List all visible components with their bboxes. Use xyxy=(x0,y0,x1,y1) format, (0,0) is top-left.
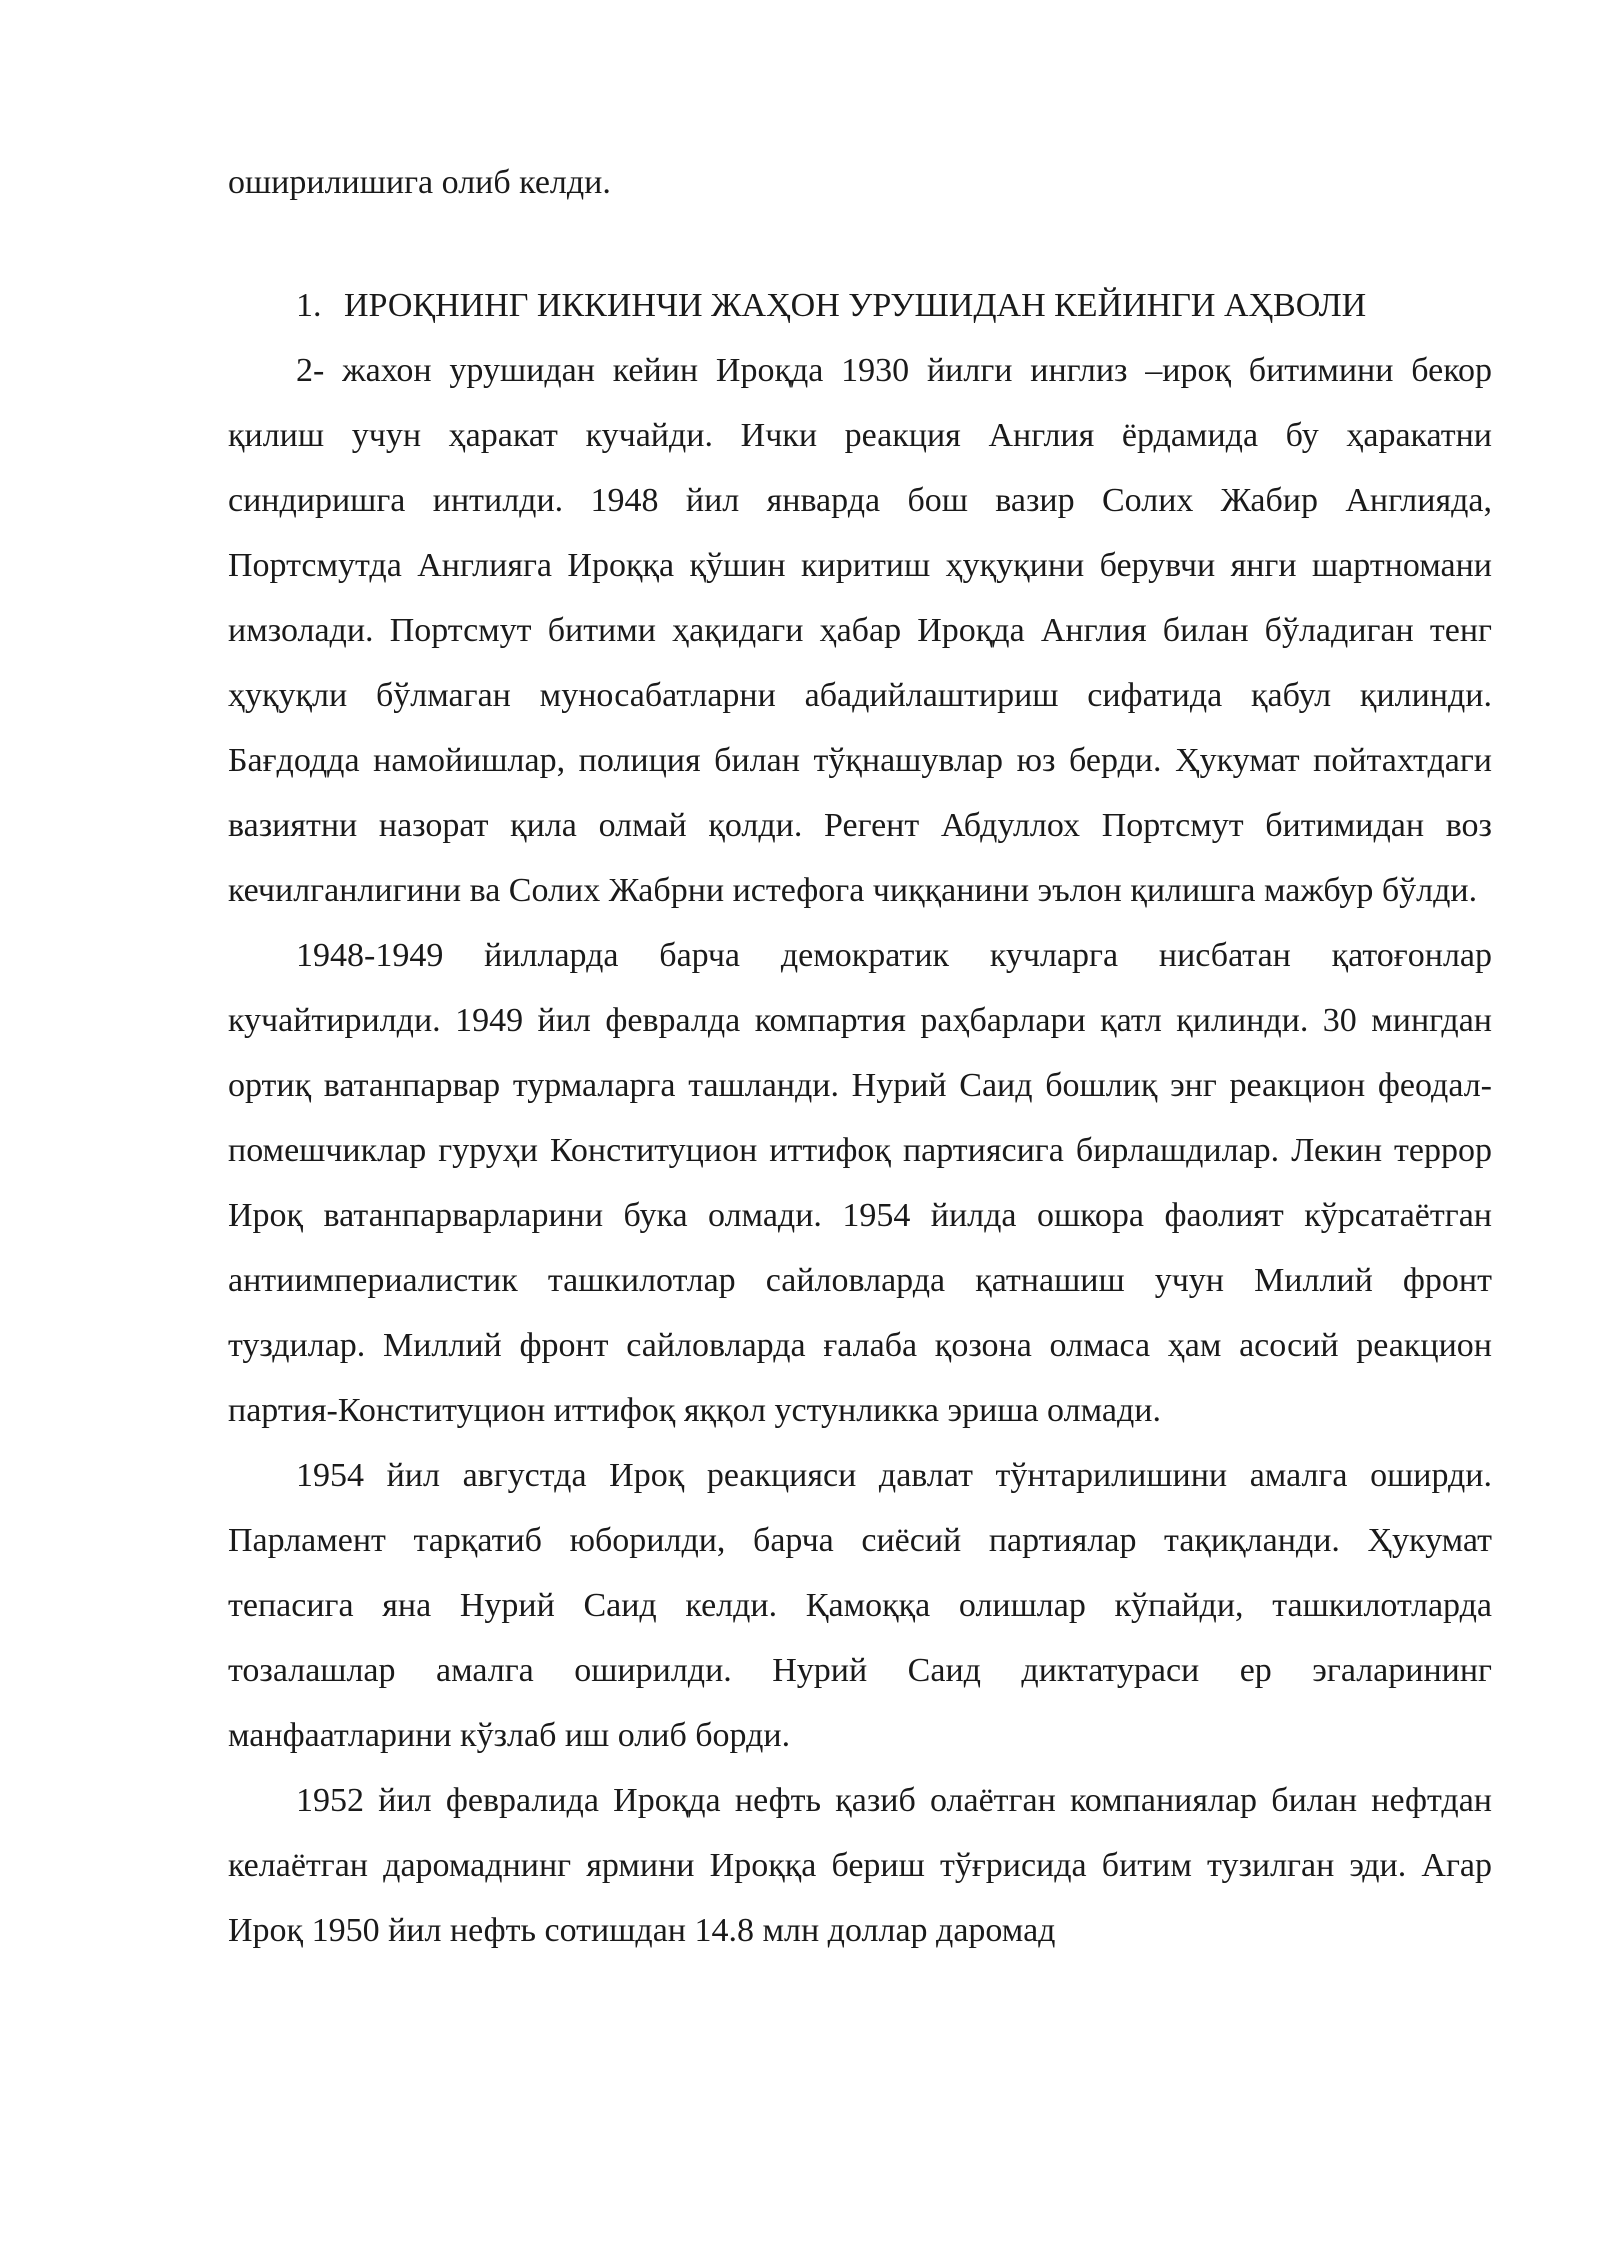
paragraph-4: 1952 йил февралида Ироқда нефть қазиб олаётган компаниялар билан нефтдан келаётган даромаднинг ярмини Ироққа бериш тўғрисида битим тузилган эди. Агар Ироқ 1950 йил нефть сотишдан 14.8 млн доллар даромад xyxy=(228,1782,1492,1949)
paragraph-1: 2- жахон урушидан кейин Ироқда 1930 йилги инглиз –ироқ битимини бекор қилиш учун ҳаракат кучайди. Ички реакция Англия ёрдамида бу ҳаракатни синдиришга интилди. 1948 йил январда бош вазир Солих Жабир Англияда, Портсмутда Англияга Ироққа қўшин киритиш ҳуқуқини берувчи янги шартномани имзолади. Портсмут битими ҳақидаги ҳабар Ироқда Англия билан бўладиган тенг ҳуқуқли бўлмаган муносабатларни абадийлаштириш сифатида қабул қилинди. Бағдодда намойишлар, полиция билан тўқнашувлар юз берди. Ҳукумат пойтахтдаги вазиятни назорат қила олмай қолди. Регент Абдуллох Портсмут битимидан воз кечилганлигини ва Солих Жабрни истефога чиққанини эълон қилишга мажбур бўлди. xyxy=(228,352,1492,909)
paragraph-2: 1948-1949 йилларда барча демократик кучларга нисбатан қатоғонлар кучайтирилди. 1949 йил февралда компартия раҳбарлари қатл қилинди. 30 мингдан ортиқ ватанпарвар турмаларга ташланди. Нурий Саид бошлиқ энг реакцион феодал-помешчиклар гуруҳи Конституцион иттифоқ партиясига бирлашдилар. Лекин террор Ироқ ватанпарварларини бука олмади. 1954 йилда ошкора фаолият кўрсатаётган антиимпериалистик ташкилотлар сайловларда қатнашиш учун Миллий фронт туздилар. Миллий фронт сайловларда ғалаба қозона олмаса ҳам асосий реакцион партия-Конституцион иттифоқ яққол устунликка эриша олмади. xyxy=(228,937,1492,1429)
paragraph-3: 1954 йил августда Ироқ реакцияси давлат тўнтарилишини амалга оширди. Парламент тарқатиб юборилди, барча сиёсий партиялар тақиқланди. Ҳукумат тепасига яна Нурий Саид келди. Қамоққа олишлар кўпайди, ташкилотларда тозалашлар амалга оширилди. Нурий Саид диктатураси ер эгаларининг манфаатларини кўзлаб иш олиб борди. xyxy=(228,1457,1492,1754)
heading-number: 1. xyxy=(296,287,322,324)
heading-text: ИРОҚНИНГ ИККИНЧИ ЖАҲОН УРУШИДАН КЕЙИНГИ АҲВОЛИ xyxy=(344,287,1367,324)
document-page xyxy=(228,150,1492,1963)
section-heading xyxy=(228,273,1492,338)
continuation-line: оширилишига олиб келди. xyxy=(228,164,611,201)
